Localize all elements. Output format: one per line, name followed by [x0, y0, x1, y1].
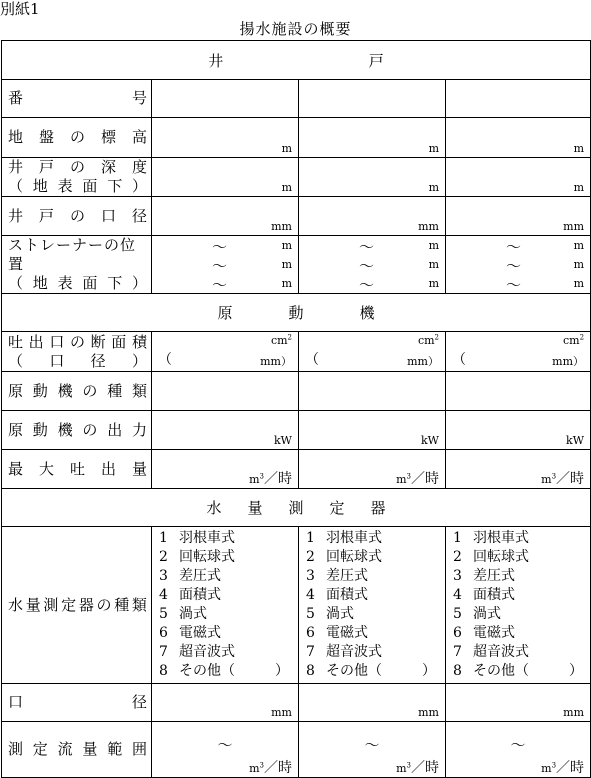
- meter-type-option[interactable]: 1 羽根車式: [159, 530, 235, 546]
- facility-table: [1, 40, 591, 778]
- motor-output-row: [2, 411, 591, 450]
- meter-type-option[interactable]: 5 渦式: [159, 606, 207, 622]
- meter-diameter-row: [2, 684, 591, 722]
- meter-type-label: 水 量 測 定 器 の 種 類: [2, 527, 152, 684]
- outlet-area-label: 吐 出 口 の 断 面 積 （ 口 径 ）: [2, 332, 152, 372]
- flow-range-label: 測 定 流 量 範 囲: [2, 722, 152, 778]
- meter-type-options-3: [446, 527, 591, 684]
- number-value-2[interactable]: [299, 80, 446, 118]
- section-meter-row: [2, 489, 591, 527]
- meter-type-option[interactable]: 3 差圧式: [159, 568, 221, 584]
- well-depth-value-1[interactable]: m: [152, 158, 299, 197]
- meter-type-option[interactable]: 4 面積式: [159, 587, 221, 603]
- well-diameter-value-1[interactable]: mm: [152, 197, 299, 236]
- strainer-value-2[interactable]: ～ m ～ m ～ m: [299, 236, 446, 294]
- meter-type-option[interactable]: 7 超音波式: [453, 644, 529, 660]
- meter-type-option[interactable]: 8 その他（ ）: [306, 663, 436, 679]
- max-discharge-value-1[interactable]: $m^3/$時: [152, 450, 299, 489]
- number-row: [2, 80, 591, 118]
- well-depth-row: [2, 158, 591, 197]
- outlet-area-row: [2, 332, 591, 372]
- section-meter: 水 量 測 定 器: [2, 489, 591, 527]
- meter-type-option[interactable]: 1 羽根車式: [306, 530, 382, 546]
- strainer-value-1[interactable]: ～ m ～ m ～ m: [152, 236, 299, 294]
- well-diameter-label: 井 戸 の 口 径: [2, 197, 152, 236]
- outlet-area-value-3[interactable]: $cm^2$ （ mm）: [446, 332, 591, 372]
- ground-level-label: 地 盤 の 標 高: [2, 118, 152, 158]
- motor-type-value-1[interactable]: [152, 372, 299, 411]
- ground-level-row: [2, 118, 591, 158]
- meter-type-option[interactable]: 3 差圧式: [306, 568, 368, 584]
- motor-type-label: 原 動 機 の 種 類: [2, 372, 152, 411]
- flow-range-value-2[interactable]: ～ $m^3/$時: [299, 722, 446, 778]
- meter-type-options-2: [299, 527, 446, 684]
- section-motor-row: [2, 294, 591, 332]
- meter-diameter-value-3[interactable]: mm: [446, 684, 591, 722]
- meter-type-option[interactable]: 8 その他（ ）: [453, 663, 583, 679]
- meter-type-option[interactable]: 7 超音波式: [306, 644, 382, 660]
- number-label: 番 号: [2, 80, 152, 118]
- well-depth-value-3[interactable]: m: [446, 158, 591, 197]
- meter-diameter-label: 口 径: [2, 684, 152, 722]
- meter-type-options-1: [152, 527, 299, 684]
- well-depth-label: 井 戸 の 深 度 （ 地 表 面 下 ）: [2, 158, 152, 197]
- motor-output-label: 原 動 機 の 出 力: [2, 411, 152, 450]
- attachment-label: 別紙1: [0, 0, 40, 18]
- meter-type-option[interactable]: 4 面積式: [453, 587, 515, 603]
- outlet-area-value-1[interactable]: $cm^2$ （ mm）: [152, 332, 299, 372]
- well-diameter-value-3[interactable]: mm: [446, 197, 591, 236]
- meter-type-option[interactable]: 6 電磁式: [453, 625, 515, 641]
- outlet-area-value-2[interactable]: $cm^2$ （ mm）: [299, 332, 446, 372]
- number-value-3[interactable]: [446, 80, 591, 118]
- page-title: 揚水施設の概要: [239, 20, 352, 38]
- motor-type-value-2[interactable]: [299, 372, 446, 411]
- motor-output-value-1[interactable]: kW: [152, 411, 299, 450]
- meter-type-option[interactable]: 2 回転球式: [453, 549, 529, 565]
- number-value-1[interactable]: [152, 80, 299, 118]
- section-well: 井 戸: [2, 41, 591, 80]
- meter-type-option[interactable]: 1 羽根車式: [453, 530, 529, 546]
- ground-level-value-1[interactable]: m: [152, 118, 299, 158]
- flow-range-row: [2, 722, 591, 778]
- motor-type-value-3[interactable]: [446, 372, 591, 411]
- well-diameter-value-2[interactable]: mm: [299, 197, 446, 236]
- meter-type-option[interactable]: 4 面積式: [306, 587, 368, 603]
- motor-output-value-2[interactable]: kW: [299, 411, 446, 450]
- flow-range-value-3[interactable]: ～ $m^3/$時: [446, 722, 591, 778]
- max-discharge-value-2[interactable]: $m^3/$時: [299, 450, 446, 489]
- strainer-value-3[interactable]: ～ m ～ m ～ m: [446, 236, 591, 294]
- motor-output-value-3[interactable]: kW: [446, 411, 591, 450]
- strainer-label: ストレーナーの位置 （ 地 表 面 下 ）: [2, 236, 152, 294]
- section-motor: 原 動 機: [2, 294, 591, 332]
- strainer-row: [2, 236, 591, 294]
- flow-range-value-1[interactable]: ～ $m^3/$時: [152, 722, 299, 778]
- max-discharge-row: [2, 450, 591, 489]
- meter-diameter-value-2[interactable]: mm: [299, 684, 446, 722]
- meter-type-option[interactable]: 5 渦式: [453, 606, 501, 622]
- motor-type-row: [2, 372, 591, 411]
- well-diameter-row: [2, 197, 591, 236]
- section-well-row: [2, 41, 591, 80]
- well-depth-value-2[interactable]: m: [299, 158, 446, 197]
- meter-type-row: [2, 527, 591, 684]
- meter-type-option[interactable]: 2 回転球式: [306, 549, 382, 565]
- meter-diameter-value-1[interactable]: mm: [152, 684, 299, 722]
- max-discharge-label: 最 大 吐 出 量: [2, 450, 152, 489]
- meter-type-option[interactable]: 8 その他（ ）: [159, 663, 289, 679]
- ground-level-value-3[interactable]: m: [446, 118, 591, 158]
- meter-type-option[interactable]: 5 渦式: [306, 606, 354, 622]
- meter-type-option[interactable]: 6 電磁式: [159, 625, 221, 641]
- max-discharge-value-3[interactable]: $m^3/$時: [446, 450, 591, 489]
- meter-type-option[interactable]: 2 回転球式: [159, 549, 235, 565]
- meter-type-option[interactable]: 3 差圧式: [453, 568, 515, 584]
- meter-type-option[interactable]: 6 電磁式: [306, 625, 368, 641]
- meter-type-option[interactable]: 7 超音波式: [159, 644, 235, 660]
- ground-level-value-2[interactable]: m: [299, 118, 446, 158]
